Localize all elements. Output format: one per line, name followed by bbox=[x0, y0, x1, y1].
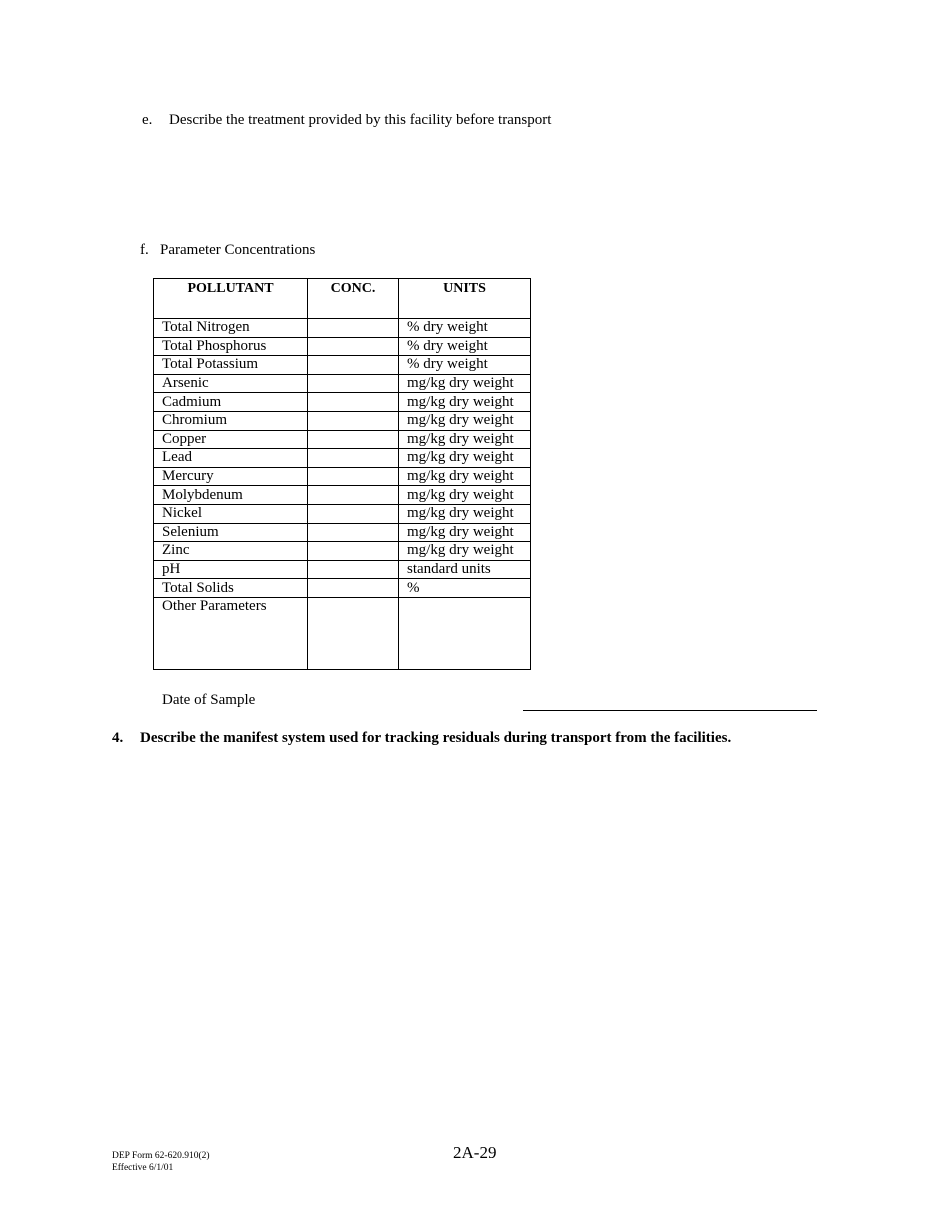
item-f bbox=[140, 242, 315, 259]
table-row bbox=[154, 356, 531, 375]
pollutant-cell: Nickel bbox=[154, 504, 308, 523]
units-cell: mg/kg dry weight bbox=[399, 523, 531, 542]
pollutant-cell: Total Potassium bbox=[154, 356, 308, 375]
table-row bbox=[154, 393, 531, 412]
table-row bbox=[154, 319, 531, 338]
item-e-text: Describe the treatment provided by this facility before transport bbox=[169, 112, 552, 128]
header-units: UNITS bbox=[399, 279, 531, 319]
conc-cell[interactable] bbox=[308, 467, 399, 486]
item-f-letter: f. bbox=[140, 242, 149, 258]
item-4-text: Describe the manifest system used for tracking residuals during transport from the facilities. bbox=[140, 730, 732, 746]
table-row bbox=[154, 597, 531, 669]
table-row bbox=[154, 449, 531, 468]
conc-cell[interactable] bbox=[308, 579, 399, 598]
conc-cell[interactable] bbox=[308, 356, 399, 375]
units-cell: standard units bbox=[399, 560, 531, 579]
conc-cell[interactable] bbox=[308, 560, 399, 579]
header-pollutant: POLLUTANT bbox=[154, 279, 308, 319]
item-f-text: Parameter Concentrations bbox=[160, 242, 316, 258]
pollutant-cell: Arsenic bbox=[154, 374, 308, 393]
units-cell: % dry weight bbox=[399, 337, 531, 356]
page-number: 2A-29 bbox=[453, 1143, 497, 1162]
units-cell: mg/kg dry weight bbox=[399, 504, 531, 523]
units-cell: mg/kg dry weight bbox=[399, 374, 531, 393]
units-cell: mg/kg dry weight bbox=[399, 393, 531, 412]
table-row bbox=[154, 523, 531, 542]
conc-cell[interactable] bbox=[308, 430, 399, 449]
units-cell: % dry weight bbox=[399, 356, 531, 375]
pollutant-cell: Cadmium bbox=[154, 393, 308, 412]
table-row bbox=[154, 560, 531, 579]
pollutant-cell: Other Parameters bbox=[154, 597, 308, 669]
conc-cell[interactable] bbox=[308, 523, 399, 542]
units-cell: mg/kg dry weight bbox=[399, 449, 531, 468]
conc-cell[interactable] bbox=[308, 542, 399, 561]
table-row bbox=[154, 337, 531, 356]
conc-cell[interactable] bbox=[308, 393, 399, 412]
pollutant-cell: Molybdenum bbox=[154, 486, 308, 505]
pollutant-cell: Total Phosphorus bbox=[154, 337, 308, 356]
conc-cell[interactable] bbox=[308, 504, 399, 523]
pollutant-cell: Mercury bbox=[154, 467, 308, 486]
pollutant-cell: Total Solids bbox=[154, 579, 308, 598]
header-conc: CONC. bbox=[308, 279, 399, 319]
table-row bbox=[154, 374, 531, 393]
pollutant-cell: Chromium bbox=[154, 411, 308, 430]
form-effective-date: Effective 6/1/01 bbox=[112, 1163, 174, 1173]
conc-cell[interactable] bbox=[308, 449, 399, 468]
pollutant-cell: Selenium bbox=[154, 523, 308, 542]
conc-cell[interactable] bbox=[308, 411, 399, 430]
item-e-letter: e. bbox=[142, 112, 153, 128]
pollutant-cell: pH bbox=[154, 560, 308, 579]
table-header-row bbox=[154, 279, 531, 319]
units-cell bbox=[399, 597, 531, 669]
units-cell: mg/kg dry weight bbox=[399, 542, 531, 561]
table-row bbox=[154, 504, 531, 523]
conc-cell[interactable] bbox=[308, 374, 399, 393]
units-cell: mg/kg dry weight bbox=[399, 430, 531, 449]
conc-cell[interactable] bbox=[308, 486, 399, 505]
form-id bbox=[112, 1150, 210, 1174]
table-row bbox=[154, 542, 531, 561]
parameter-table bbox=[153, 278, 531, 670]
units-cell: % bbox=[399, 579, 531, 598]
table-row bbox=[154, 467, 531, 486]
conc-cell[interactable] bbox=[308, 319, 399, 338]
units-cell: mg/kg dry weight bbox=[399, 486, 531, 505]
conc-cell[interactable] bbox=[308, 597, 399, 669]
item-e bbox=[142, 112, 551, 129]
table-row bbox=[154, 486, 531, 505]
table-body bbox=[154, 319, 531, 670]
table-row bbox=[154, 411, 531, 430]
table-row bbox=[154, 579, 531, 598]
form-number: DEP Form 62-620.910(2) bbox=[112, 1151, 210, 1161]
units-cell: % dry weight bbox=[399, 319, 531, 338]
item-4-number: 4. bbox=[112, 730, 124, 746]
date-of-sample-label: Date of Sample bbox=[162, 692, 256, 708]
conc-cell[interactable] bbox=[308, 337, 399, 356]
pollutant-cell: Zinc bbox=[154, 542, 308, 561]
units-cell: mg/kg dry weight bbox=[399, 467, 531, 486]
table-row bbox=[154, 430, 531, 449]
units-cell: mg/kg dry weight bbox=[399, 411, 531, 430]
pollutant-cell: Lead bbox=[154, 449, 308, 468]
pollutant-cell: Copper bbox=[154, 430, 308, 449]
date-of-sample-field[interactable] bbox=[523, 710, 817, 711]
pollutant-cell: Total Nitrogen bbox=[154, 319, 308, 338]
item-4 bbox=[112, 730, 731, 747]
